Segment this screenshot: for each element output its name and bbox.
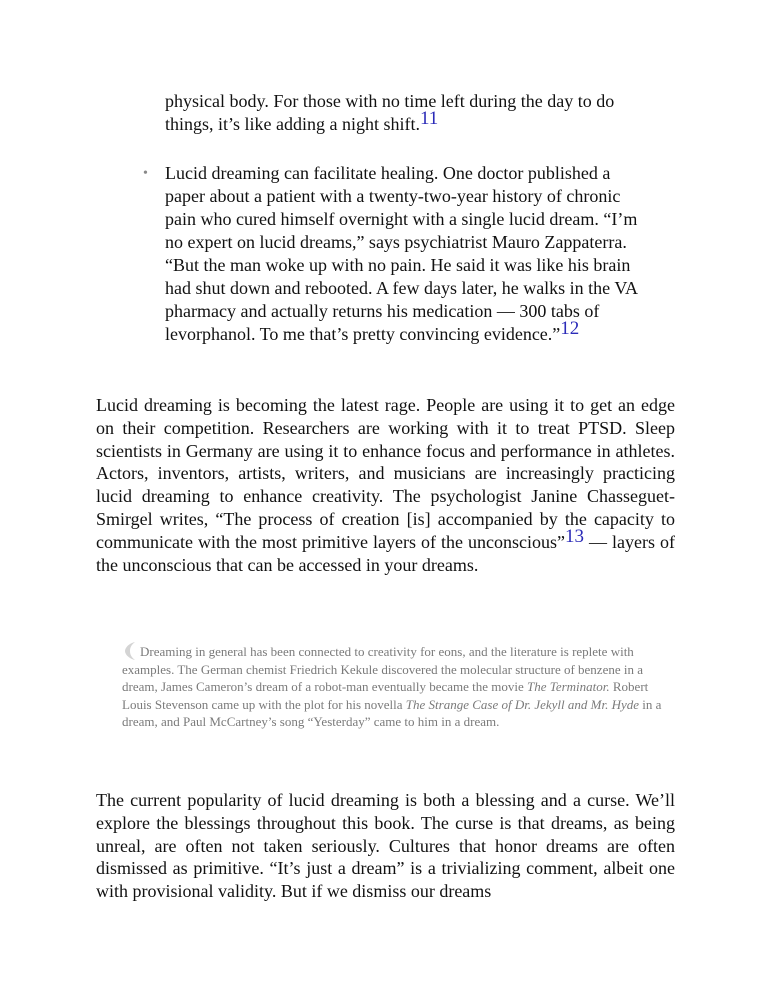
paragraph-text-before: Lucid dreaming is becoming the latest rage. People are using it to get an edge on their competition. Researchers are working with it to treat PTSD. Sleep scientists in Germany are using it to enhance focus and performance in athletes. Actors, inventors, artists, writers, and musicians are increasingly practicing lucid dreaming to enhance creativity. The psychologist Janine Chasseguet-Smirgel writes, “The process of creation [is] accompanied by the capacity to communicate with the most primitive layers of the unconscious” — [96, 395, 675, 552]
quote-text-2: Robert Louis Stevenson came up with the plot for his novella — [122, 679, 649, 712]
quote-title-terminator: The Terminator. — [527, 679, 610, 695]
quote-mark-icon — [122, 641, 138, 661]
body-paragraph-blessing-curse — [96, 789, 675, 903]
quote-text-1: Dreaming in general has been connected to creativity for eons, and the literature is replete with examples. The German chemist Friedrich Kekule discovered the molecular structure of benzene in a dream, James Cameron’s dream of a robot-man eventually became the movie — [122, 644, 644, 695]
paragraph-text-after: — layers of the unconscious that can be accessed in your dreams. — [96, 531, 675, 575]
bullet-item-text: Lucid dreaming can facilitate healing. One doctor published a paper about a patient with a twenty-two-year history of chronic pain who cured himself overnight with a single lucid dream. “I’m no expert on lucid dreams,” says psychiatrist Mauro Zappaterra. “But the man woke up with no pain. He said it was like his brain had shut down and rebooted. A few days later, he walks in the VA pharmacy and actually returns his medication — 300 tabs of levorphanol. To me that’s pretty convincing evidence.” — [165, 163, 638, 344]
quote-title-jekyll-hyde: The Strange Case of Dr. Jekyll and Mr. Hyde — [405, 696, 640, 712]
pull-quote — [122, 641, 664, 731]
bullet-item — [143, 162, 643, 346]
bullet-continuation-text: physical body. For those with no time left during the day to do things, it’s like adding a night shift. — [165, 91, 615, 134]
footnote-13-link[interactable]: 13 — [564, 525, 584, 547]
bullet-continuation — [143, 90, 643, 136]
body-paragraph-lucid-rage — [96, 394, 675, 576]
quote-text-3: in a dream, and Paul McCartney’s song “Yesterday” came to him in a dream. — [122, 696, 662, 730]
footnote-11-link[interactable]: 11 — [420, 108, 439, 129]
footnote-12-link[interactable]: 12 — [560, 318, 580, 339]
paragraph-2-text: The current popularity of lucid dreaming is both a blessing and a curse. We’ll explore the blessings throughout this book. The curse is that dreams, as being unreal, are often not taken seriously. Cultures that honor dreams are often dismissed as primitive. “It’s just a dream” is a trivializing comment, albeit one with provisional validity. But if we dismiss our dreams — [96, 790, 675, 902]
bullet-marker: • — [143, 166, 148, 181]
